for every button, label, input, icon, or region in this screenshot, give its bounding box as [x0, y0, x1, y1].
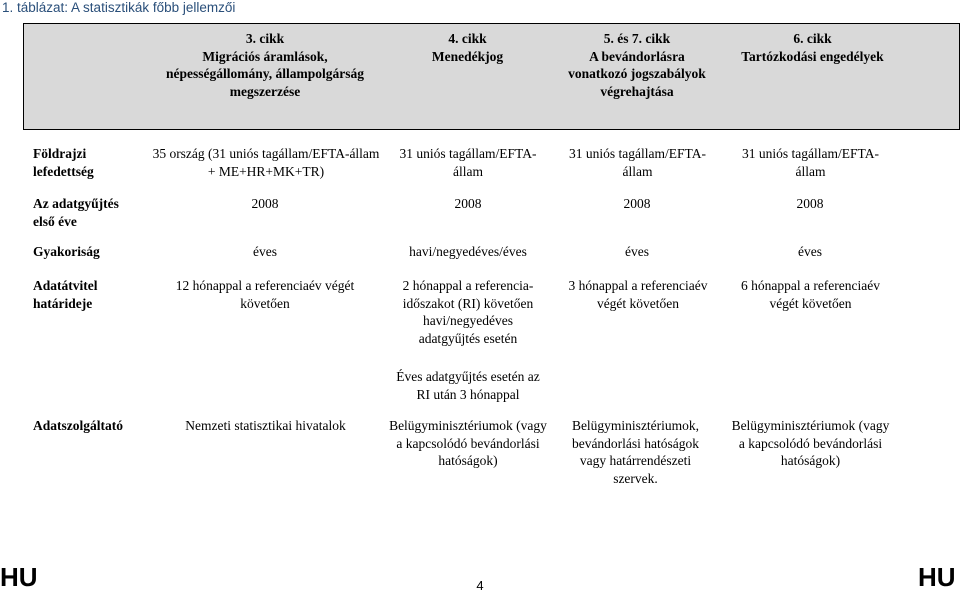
- frequency-value-3: éves: [625, 244, 649, 259]
- column-header-4: [725, 30, 900, 65]
- coverage-value-4: 31 uniós tagállam/EFTA-állam: [742, 146, 879, 179]
- column-number: 4. cikk: [448, 31, 487, 46]
- frequency-value-4: éves: [798, 244, 822, 259]
- deadline-value-3: 3 hónappal a referenciaév végét követően: [568, 278, 708, 311]
- table-caption: 1. táblázat: A statisztikák főbb jellemzői: [2, 0, 236, 15]
- provider-value-1: Nemzeti statisztikai hivatalok: [185, 418, 346, 433]
- column-header-3: [562, 30, 712, 100]
- deadline-value-4: 6 hónappal a referenciaév végét követően: [740, 278, 881, 311]
- column-title: Tartózkodási engedélyek: [741, 48, 884, 64]
- page-number: 4: [476, 578, 484, 593]
- coverage-value-3: 31 uniós tagállam/EFTA-állam: [569, 146, 706, 179]
- first-year-value-4: 2008: [796, 196, 824, 211]
- label-text: Az adatgyűjtés: [33, 196, 119, 211]
- column-number: 6. cikk: [793, 31, 832, 46]
- provider-value-3: Belügyminisztériumok, bevándorlási hatóságok vagy határrendészeti szervek.: [571, 418, 700, 486]
- provider-value-4: Belügyminisztériumok (vagy a kapcsolódó bevándorlási hatóságok): [731, 418, 890, 468]
- coverage-value-1: 35 ország (31 uniós tagállam/EFTA-állam + ME+HR+MK+TR): [152, 146, 380, 179]
- column-title: Menedékjog: [431, 48, 504, 64]
- first-year-label-line1: [33, 195, 136, 213]
- column-number: 3. cikk: [245, 31, 285, 46]
- deadline-value-1: 12 hónappal a referenciaév végét követően: [175, 278, 355, 311]
- column-header-1: [150, 30, 380, 100]
- row-label-deadline: Adatátvitel határideje: [33, 278, 98, 311]
- row-label-coverage: Földrajzi lefedettség: [33, 146, 94, 179]
- coverage-value-2: 31 uniós tagállam/EFTA-állam: [399, 146, 537, 179]
- first-year-value-2: 2008: [454, 196, 482, 211]
- deadline-value-2: 2 hónappal a referencia-időszakot (RI) követően havi/negyedéves adatgyűjtés esetén: [402, 278, 534, 346]
- footer-language-left: HU: [0, 562, 38, 592]
- frequency-value-1: éves: [253, 244, 277, 259]
- row-label-first-year: [33, 195, 136, 230]
- deadline-value-2-annual: Éves adatgyűjtés esetén az RI után 3 hónappal: [396, 369, 540, 402]
- footer-language-right: HU: [918, 562, 956, 592]
- row-label-provider: Adatszolgáltató: [33, 418, 123, 433]
- column-header-2: [395, 30, 540, 65]
- column-number: 5. és 7. cikk: [603, 31, 671, 46]
- column-title: A bevándorlásra vonatkozó jogszabályok végrehajtása: [568, 48, 706, 99]
- first-year-value-1: 2008: [251, 196, 279, 211]
- frequency-value-2: havi/negyedéves/éves: [409, 244, 527, 259]
- first-year-label-line2: első éve: [33, 213, 77, 229]
- column-title: Migrációs áramlások, népességállomány, állampolgárság megszerzése: [165, 48, 364, 99]
- first-year-value-3: 2008: [623, 196, 651, 211]
- row-label-frequency: Gyakoriság: [33, 244, 100, 259]
- provider-value-2: Belügyminisztériumok (vagy a kapcsolódó bevándorlási hatóságok): [389, 418, 547, 468]
